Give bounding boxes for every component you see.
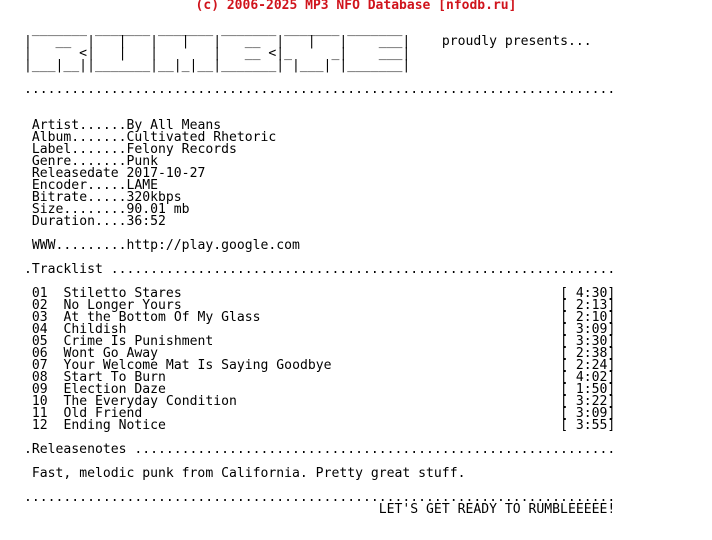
track-number: 08: [31, 370, 48, 385]
footer-text: LET'S GET READY TO RUMBLEEEEE!: [378, 502, 616, 517]
track-number: 11: [31, 406, 48, 421]
track-number: 05: [31, 334, 48, 349]
logo-row-3: [24, 60, 615, 72]
track-duration: 1:50: [575, 382, 608, 397]
info-key: Genre.......: [31, 154, 127, 169]
time-bracket-open: [: [560, 418, 576, 433]
track-title: Start To Burn: [63, 370, 166, 385]
time-bracket-open: [: [560, 298, 576, 313]
info-value: 2017-10-27: [126, 166, 206, 181]
track-title: Ending Notice: [63, 418, 166, 433]
time-bracket-close: ]: [607, 418, 616, 433]
time-bracket-open: [: [560, 394, 576, 409]
track-number: 02: [31, 298, 48, 313]
track-number: 12: [31, 418, 48, 433]
time-bracket-open: [: [560, 310, 576, 325]
track-row: [24, 420, 615, 432]
releasenotes-row: [24, 468, 615, 480]
time-bracket-open: [: [560, 370, 576, 385]
track-duration: 2:24: [575, 358, 608, 373]
track-number: 09: [31, 382, 48, 397]
time-bracket-close: ]: [607, 310, 616, 325]
info-key: Label.......: [31, 142, 127, 157]
info-value: 36:52: [126, 214, 166, 229]
time-bracket-close: ]: [607, 394, 616, 409]
info-value: By All Means: [126, 118, 222, 133]
track-duration: 3:22: [575, 394, 608, 409]
info-key: Album.......: [31, 130, 127, 145]
track-duration: 3:55: [575, 418, 608, 433]
time-bracket-close: ]: [607, 286, 616, 301]
info-key: Size........: [31, 202, 127, 217]
time-bracket-close: ]: [607, 382, 616, 397]
info-row-www: [24, 240, 615, 252]
time-bracket-close: ]: [607, 334, 616, 349]
releasenotes-header: .Releasenotes .............................................................: [24, 442, 616, 457]
track-title: Childish: [63, 322, 127, 337]
info-value: Punk: [126, 154, 159, 169]
track-duration: 2:13: [575, 298, 608, 313]
track-title: At the Bottom Of My Glass: [63, 310, 261, 325]
track-title: No Longer Yours: [63, 298, 182, 313]
time-bracket-open: [: [560, 358, 576, 373]
info-key: WWW.........: [31, 238, 127, 253]
footer-padding: [24, 502, 379, 517]
info-value: Cultivated Rhetoric: [126, 130, 277, 145]
time-bracket-open: [: [560, 286, 576, 301]
track-title: Your Welcome Mat Is Saying Goodbye: [63, 358, 332, 373]
track-number: 06: [31, 346, 48, 361]
logo-line: | __ | | | | | __ | | | ___|: [24, 34, 411, 49]
releasenotes-text: Fast, melodic punk from California. Pretty great stuff.: [31, 466, 466, 481]
track-number: 10: [31, 394, 48, 409]
footer-rule: ...........................................................................: [24, 490, 616, 505]
info-value: Felony Records: [126, 142, 237, 157]
track-title: Election Daze: [63, 382, 166, 397]
info-row-duration: [24, 216, 615, 228]
track-number: 01: [31, 286, 48, 301]
time-bracket-open: [: [560, 382, 576, 397]
time-bracket-open: [: [560, 334, 576, 349]
track-duration: 3:30: [575, 334, 608, 349]
tracklist: [24, 288, 615, 432]
logo-line: | <| | | | __ <|_ _| ___|: [24, 46, 411, 61]
track-duration: 3:09: [575, 322, 608, 337]
time-bracket-close: ]: [607, 370, 616, 385]
time-bracket-close: ]: [607, 346, 616, 361]
info-key: Encoder.....: [31, 178, 127, 193]
track-number: 04: [31, 322, 48, 337]
track-title: Wont Go Away: [63, 346, 159, 361]
track-duration: 4:30: [575, 286, 608, 301]
track-duration: 4:02: [575, 370, 608, 385]
site-header: (c) 2006-2025 MP3 NFO Database [nfodb.ru]: [195, 0, 517, 13]
presents-text: proudly presents...: [441, 34, 592, 49]
info-value: LAME: [126, 178, 159, 193]
track-duration: 3:09: [575, 406, 608, 421]
info-key: Duration....: [31, 214, 127, 229]
info-key: Artist......: [31, 118, 127, 133]
info-key: Releasedate: [31, 166, 127, 181]
time-bracket-close: ]: [607, 322, 616, 337]
time-bracket-close: ]: [607, 406, 616, 421]
track-duration: 2:38: [575, 346, 608, 361]
info-key: Bitrate.....: [31, 190, 127, 205]
www-link[interactable]: http://play.google.com: [126, 238, 300, 253]
time-bracket-open: [: [560, 406, 576, 421]
separator-rule: ...........................................................................: [24, 82, 616, 97]
info-value: 90.01 mb: [126, 202, 190, 217]
track-number: 03: [31, 310, 48, 325]
footer-row: [24, 504, 615, 516]
tracklist-header: .Tracklist ................................................................: [24, 262, 616, 277]
track-title: The Everyday Condition: [63, 394, 237, 409]
info-value: 320kbps: [126, 190, 182, 205]
time-bracket-open: [: [560, 346, 576, 361]
time-bracket-close: ]: [607, 358, 616, 373]
nfo-document: [24, 12, 615, 516]
track-number: 07: [31, 358, 48, 373]
logo-line: |___|__||_______|__|_|__|_______| |___| |_______|: [24, 58, 411, 73]
track-duration: 2:10: [575, 310, 608, 325]
track-title: Crime Is Punishment: [63, 334, 214, 349]
track-title: Stiletto Stares: [63, 286, 182, 301]
logo-line: _______ _______ _______ _______ _______ _______: [24, 22, 411, 37]
track-title: Old Friend: [63, 406, 143, 421]
time-bracket-close: ]: [607, 298, 616, 313]
time-bracket-open: [: [560, 322, 576, 337]
